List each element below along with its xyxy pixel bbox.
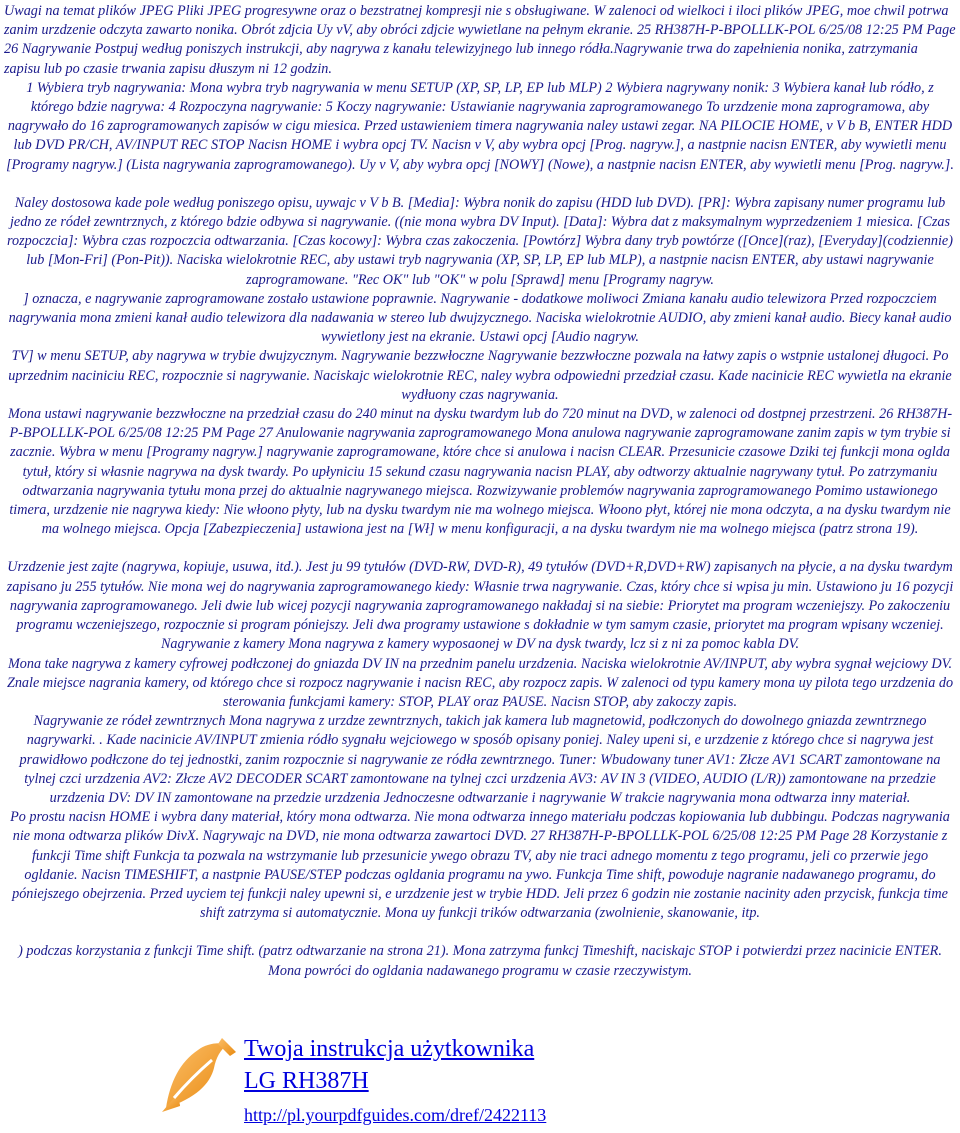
paragraph-time-shift-stop: ) podczas korzystania z funkcji Time shift. (patrz odtwarzanie na strona 21). Mona zatrzyma funkcj Timeshift, naciskajc STOP i potwierdzi przez nacinicie ENTER. Mona powróci do ogldania nadawanego programu w czasie rzeczywistym. [18,943,942,979]
footer-links [244,1034,546,1128]
footer [160,1034,950,1126]
paragraph-time-shift: Po prostu nacisn HOME i wybra dany materiał, który mona odtwarza. Nie mona odtwarza innego materiału podczas kopiowania lub dubbingu. Podczas nagrywania nie mona odtwarza plików DivX. Nagrywajc na DVD, nie mona odtwarza zawartoci DVD. 27 RH387H-P-BPOLLLK-POL 6/25/08 12:25 PM Page 28 Korzystanie z funkcji Time shift Funkcja ta pozwala na wstrzymanie lub przesunicie ywego obrazu TV, aby nie traci adnego momentu z tego programu, jeli co przerwie jego ogldanie. Nacisn TIMESHIFT, a nastpnie PAUSE/STEP podczas ogldania programu na ywo. Funkcja Time shift, powoduje nagranie nadawanego programu, do póniejszego obejrzenia. Przed uyciem tej funkcji naley upewni si, e urzdzenie jest w trybie HDD. Jeli przez 6 godzin nie zostanie nacinity aden przycisk, funkcja time shift zatrzyma si automatycznie. Mona uy funkcji trików odtwarzania (zwolnienie, skanowanie, itp. [10,809,950,922]
paragraph-timer-fields: Naley dostosowa kade pole według poniszego opisu, uywajc v V b B. [Media]: Wybra nonik do zapisu (HDD lub DVD). [PR]: Wybra zapisany numer programu lub jedno ze ródeł zewntrznych, z którego bdzie odbywa si nagrywanie. ((nie mona wybra DV Input). [Data]: Wybra dat z maksymalnym wyprzedzeniem 1 miesica. [Czas rozpoczcia]: Wybra czas rozpoczcia odtwarzania. [Czas kocowy]: Wybra czas zakoczenia. [Powtórz] Wybra dany tryb powtórze ([Once](raz), [Everyday](codziennie) lub [Mon-Fri] (Pon-Pit)). Naciska wielokrotnie REC, aby ustawi tryb nagrywania (XP, SP, LP, EP lub MLP), a nastpnie nacisn ENTER, aby ustawi nagrywanie zaprogramowane. "Rec OK" lub "OK" w polu [Sprawd] menu [Programy nagryw. [7,194,953,288]
paragraph-gap [4,539,956,558]
paragraph-jpeg-notes: Uwagi na temat plików JPEG Pliki JPEG progresywne oraz o bezstratnej kompresji nie s obsługiwane. W zalenoci od wielkoci i iloci plików JPEG, moe chwil potrwa zanim urzdzenie odczyta zawarto nonika. Obrót zdjcia Uy vV, aby obróci zdjcie wywietlane na pełnym ekranie. 25 RH387H-P-BPOLLLK-POL 6/25/08 12:25 PM Page 26 Nagrywanie Postpuj według poniszych instrukcji, aby nagrywa z kanału telewizyjnego lub innego ródła.Nagrywanie trwa do zapełnienia nonika, zatrzymania zapisu lub po czasie trwania zapisu dłuszym ni 12 godzin. [4,3,956,77]
manual-url-link[interactable]: http://pl.yourpdfguides.com/dref/2422113 [244,1105,547,1125]
paragraph-timer-conflicts: Urzdzenie jest zajte (nagrywa, kopiuje, usuwa, itd.). Jest ju 99 tytułów (DVD-RW, DVD-R), 49 tytułów (DVD+R,DVD+RW) zapisanych na płycie, a na dysku twardym zapisano ju 255 tytułów. Nie mona wej do nagrywania zaprogramowanego kiedy: Własnie trwa nagrywanie. Czas, który chce si wpisa ju min. Ustawiono ju 16 pozycji nagrywania zaprogramowanego. Jeli dwie lub wicej pozycji nagrywania zaprogramowanego nakładaj si na siebie: Priorytet ma program wczeniejszy. Po zakoczeniu programu wczeniejszego, rozpocznie si program póniejszy. Jeli dwa programy ustawione s dokładnie w tym samym czasie, priorytet ma program wpisany wczeniej. Nagrywanie z kamery Mona nagrywa z kamery wyposaonej w DV na dysk twardy, lcz si z ni za pomoc kabla DV. [6,559,954,653]
pen-nib-logo-icon [160,1034,238,1114]
paragraph-gap [4,923,956,942]
paragraph-external-sources: Nagrywanie ze ródeł zewntrznych Mona nagrywa z urzdze zewntrznych, takich jak kamera lub magnetowid, podłczonych do dowolnego gniazda zewntrznego nagrywarki. . Kade nacinicie AV/INPUT zmienia ródło sygnału wejciowego w sposób opisany poniej. Naley upeni si, e urzdzenie z którego chce si nagrywa jest prawidłowo podłczone do tej jednostki, zanim rozpocznie si nagrywanie ze ródła zewntrznego. Tuner: Wbudowany tuner AV1: Złcze AV1 SCART zamontowane na tylnej czci urzdzenia AV2: Złcze AV2 DECODER SCART zamontowane na tylnej czci urzdzenia AV3: AV IN 3 (VIDEO, AUDIO (L/R)) zamontowane na przedzie urzdzenia DV: DV IN zamontowane na przedzie urzdzenia Jednoczesne odtwarzanie i nagrywanie W trakcie nagrywania mona odtwarza inny materiał. [19,713,941,806]
paragraph-recording-steps: 1 Wybiera tryb nagrywania: Mona wybra tryb nagrywania w menu SETUP (XP, SP, LP, EP lub MLP) 2 Wybiera nagrywany nonik: 3 Wybiera kanał lub ródło, z którego bdzie nagrywa: 4 Rozpoczyna nagrywanie: 5 Koczy nagrywanie: Ustawianie nagrywania zaprogramowanego To urzdzenie mona zaprogramowa, aby nagrywało do 16 zaprogramowanych zapisów w cigu miesica. Przed ustawieniem timera nagrywania naley ustawi zegar. NA PILOCIE HOME, v V b B, ENTER HDD lub DVD PR/CH, AV/INPUT REC STOP Nacisn HOME i wybra opcj TV. Nacisn v V, aby wybra opcj [Prog. nagryw.], a nastpnie nacisn ENTER, aby wywietli menu [Programy nagryw.] (Lista nagrywania zaprogramowanego). Uy v V, aby wybra opcj [NOWY] (Nowe), a nastpnie nacisn ENTER, aby wywietli menu [Prog. nagryw.]. [6,79,954,173]
paragraph-dv-input: Mona take nagrywa z kamery cyfrowej podłczonej do gniazda DV IN na przednim panelu urzdzenia. Naciska wielokrotnie AV/INPUT, aby wybra sygnał wejciowy DV. Znale miejsce nagrania kamery, od którego chce si rozpocz nagrywanie i nacisn REC, aby rozpocz zapis. W zalenoci od typu kamery mona uy pilota tego urzdzenia do sterowania funkcjami kamery: STOP, PLAY oraz PAUSE. Nacisn STOP, aby zakoczy zapis. [6,655,954,710]
paragraph-cancel-timer: Mona ustawi nagrywanie bezzwłoczne na przedział czasu do 240 minut na dysku twardym lub do 720 minut na DVD, w zalenoci od dostpnej przestrzeni. 26 RH387H-P-BPOLLLK-POL 6/25/08 12:25 PM Page 27 Anulowanie nagrywania zaprogramowanego Mona anulowa nagrywanie zaprogramowane zanim zapis w tym trybie si zacznie. Wybra w menu [Programy nagryw.] nagrywanie zaprogramowane, które chce si anulowa i nacisn CLEAR. Przesunicie czasowe Dziki tej funkcji mona oglda tytuł, który si własnie nagrywa na dysk twardy. Po upłyniciu 15 sekund czasu nagrywania nacisn PLAY, aby odtworzy aktualnie nagrywany tytuł. Po zatrzymaniu odtwarzania nagrywania tytułu mona przej do aktualnie nagrywanego miejsca. Rozwizywanie problemów nagrywania zaprogramowanego Pomimo ustawionego timera, urzdzenie nie nagrywa kiedy: Nie włoono płyty, lub na dysku twardym nie ma wolnego miejsca. Włoono płyt, której nie mona odczyta, a na dysku twardym nie ma wolnego miejsca. Opcja [Zabezpieczenia] ustawiona jest na [Wł] w menu konfiguracji, a na dysku twardym nie ma wolnego miejsca (patrz strona 19). [7,406,953,538]
paragraph-audio-channel: ] oznacza, e nagrywanie zaprogramowane zostało ustawione poprawnie. Nagrywanie - dodatkowe moliwoci Zmiana kanału audio telewizora Przed rozpoczciem nagrywania mona zmieni kanał audio telewizora dla nadawania w stereo lub dwujzycznego. Naciska wielokrotnie AUDIO, aby zmieni kanał audio. Biecy kanał audio wywietlony jest na ekranie. Ustawi opcj [Audio nagryw. [8,290,952,346]
model-link[interactable]: LG RH387H [244,1068,369,1094]
document-body [4,2,956,981]
paragraph-gap [4,175,956,194]
paragraph-instant-recording: TV] w menu SETUP, aby nagrywa w trybie dwujzycznym. Nagrywanie bezzwłoczne Nagrywanie bezzwłoczne pozwala na łatwy zapis o wstpnie ustalonej długoci. Po uprzednim naciniciu REC, rozpocznie si nagrywanie. Naciskajc wielokrotnie REC, naley wybra odpowiedni przedział czasu. Kade nacinicie REC wywietla na ekranie wydłuony czas nagrywania. [8,348,952,403]
manual-title-link[interactable]: Twoja instrukcja użytkownika [244,1036,535,1062]
